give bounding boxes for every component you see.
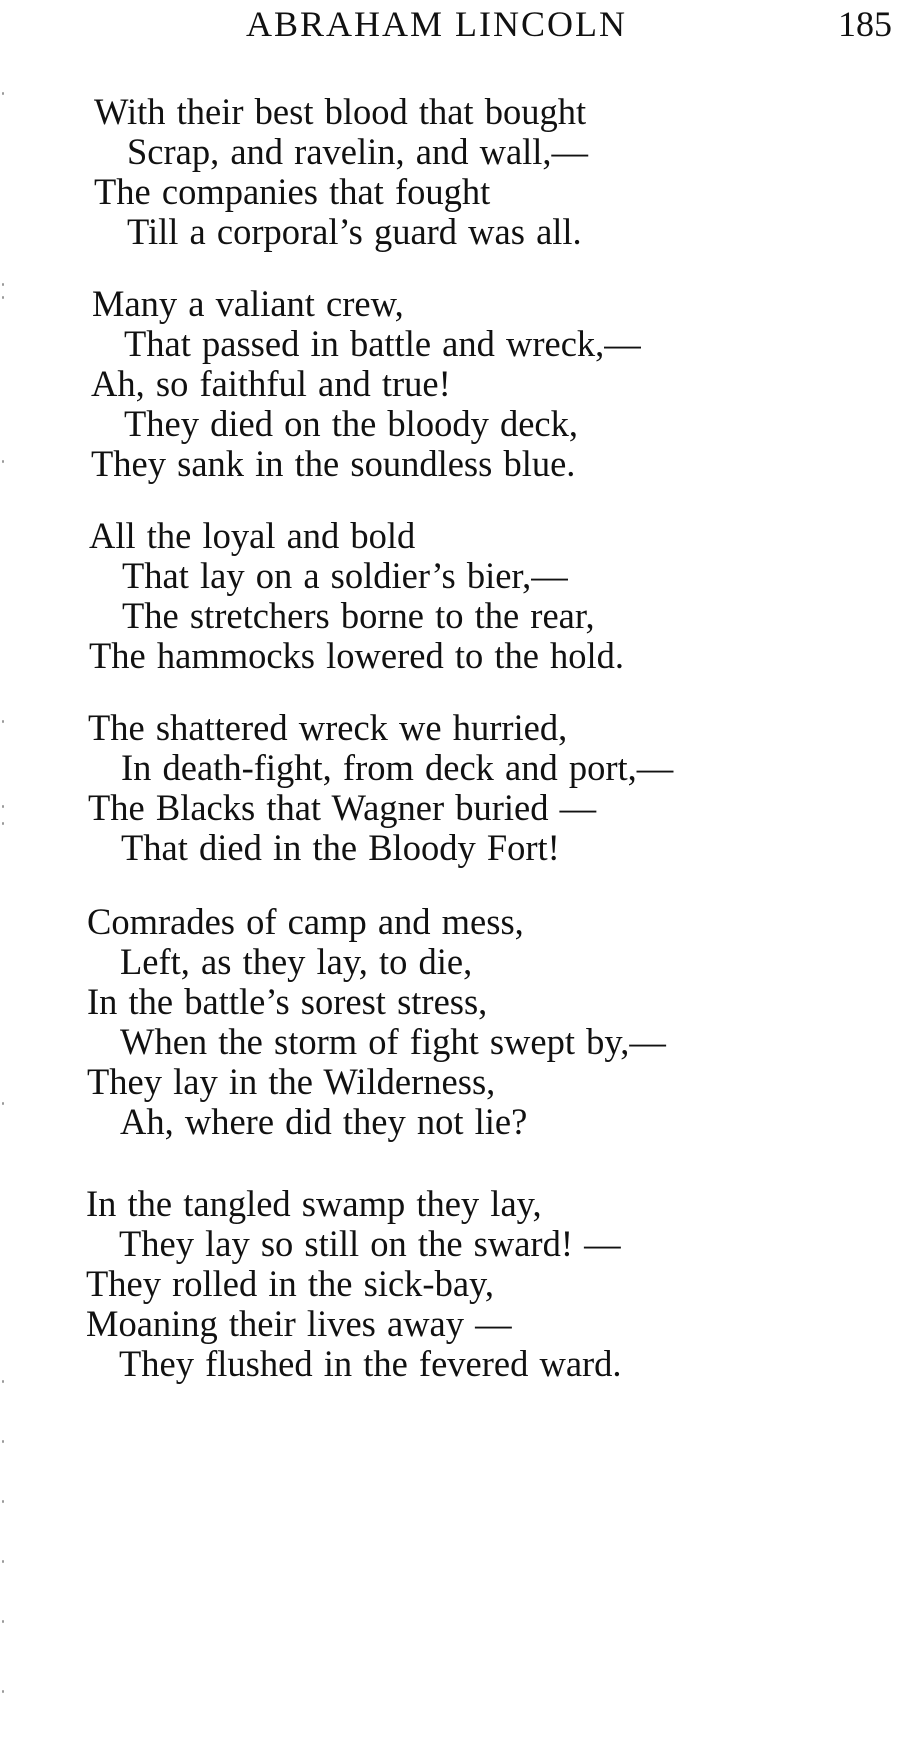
poem-line: Moaning their lives away — [86, 1303, 512, 1344]
poem-line: Left, as they lay, to die, [120, 941, 473, 982]
poem-line: The companies that fought [94, 171, 491, 212]
scan-speck [2, 1500, 4, 1503]
poem-line: All the loyal and bold [89, 515, 416, 556]
running-title: ABRAHAM LINCOLN [246, 4, 627, 44]
poem-line: They rolled in the sick-bay, [86, 1263, 495, 1304]
scan-speck [2, 1440, 4, 1443]
poem-line: That passed in battle and wreck,— [124, 323, 641, 364]
poem-line: They lay so still on the sward! — [119, 1223, 621, 1264]
scan-speck [2, 1380, 4, 1383]
poem-line: They sank in the soundless blue. [91, 443, 576, 484]
poem-line: Comrades of camp and mess, [87, 901, 524, 942]
scan-margin-artifacts [0, 0, 14, 1741]
scan-speck [2, 805, 4, 808]
scan-speck [2, 92, 4, 95]
poem-line: They died on the bloody deck, [124, 403, 578, 444]
poem-line: They lay in the Wilderness, [87, 1061, 496, 1102]
poem-line: In the battle’s sorest stress, [87, 981, 488, 1022]
poem-line: Many a valiant crew, [92, 283, 404, 324]
poem-line: In death-fight, from deck and port,— [121, 747, 674, 788]
scan-speck [2, 720, 4, 723]
scan-speck [2, 822, 4, 825]
poem-line: In the tangled swamp they lay, [86, 1183, 542, 1224]
poem-line: Ah, where did they not lie? [120, 1101, 528, 1142]
page-number: 185 [838, 4, 892, 44]
poem-line: That died in the Bloody Fort! [121, 827, 560, 868]
poem-line: With their best blood that bought [94, 91, 587, 132]
scan-speck [2, 1690, 4, 1693]
poem-line: That lay on a soldier’s bier,— [122, 555, 568, 596]
poem-line: Till a corporal’s guard was all. [127, 211, 582, 252]
scan-speck [2, 1620, 4, 1623]
poem-line: Scrap, and ravelin, and wall,— [127, 131, 589, 172]
scan-speck [2, 1102, 4, 1105]
scan-speck [2, 1560, 4, 1563]
poem-line: When the storm of fight swept by,— [120, 1021, 666, 1062]
poem-line: They flushed in the fevered ward. [119, 1343, 622, 1384]
poem-line: Ah, so faithful and true! [91, 363, 451, 404]
poem-line: The stretchers borne to the rear, [122, 595, 595, 636]
poem-line: The Blacks that Wagner buried — [88, 787, 597, 828]
poem-line: The hammocks lowered to the hold. [89, 635, 625, 676]
scan-speck [2, 283, 4, 286]
scan-speck [2, 296, 4, 299]
scan-speck [2, 460, 4, 463]
poem-line: The shattered wreck we hurried, [88, 707, 568, 748]
